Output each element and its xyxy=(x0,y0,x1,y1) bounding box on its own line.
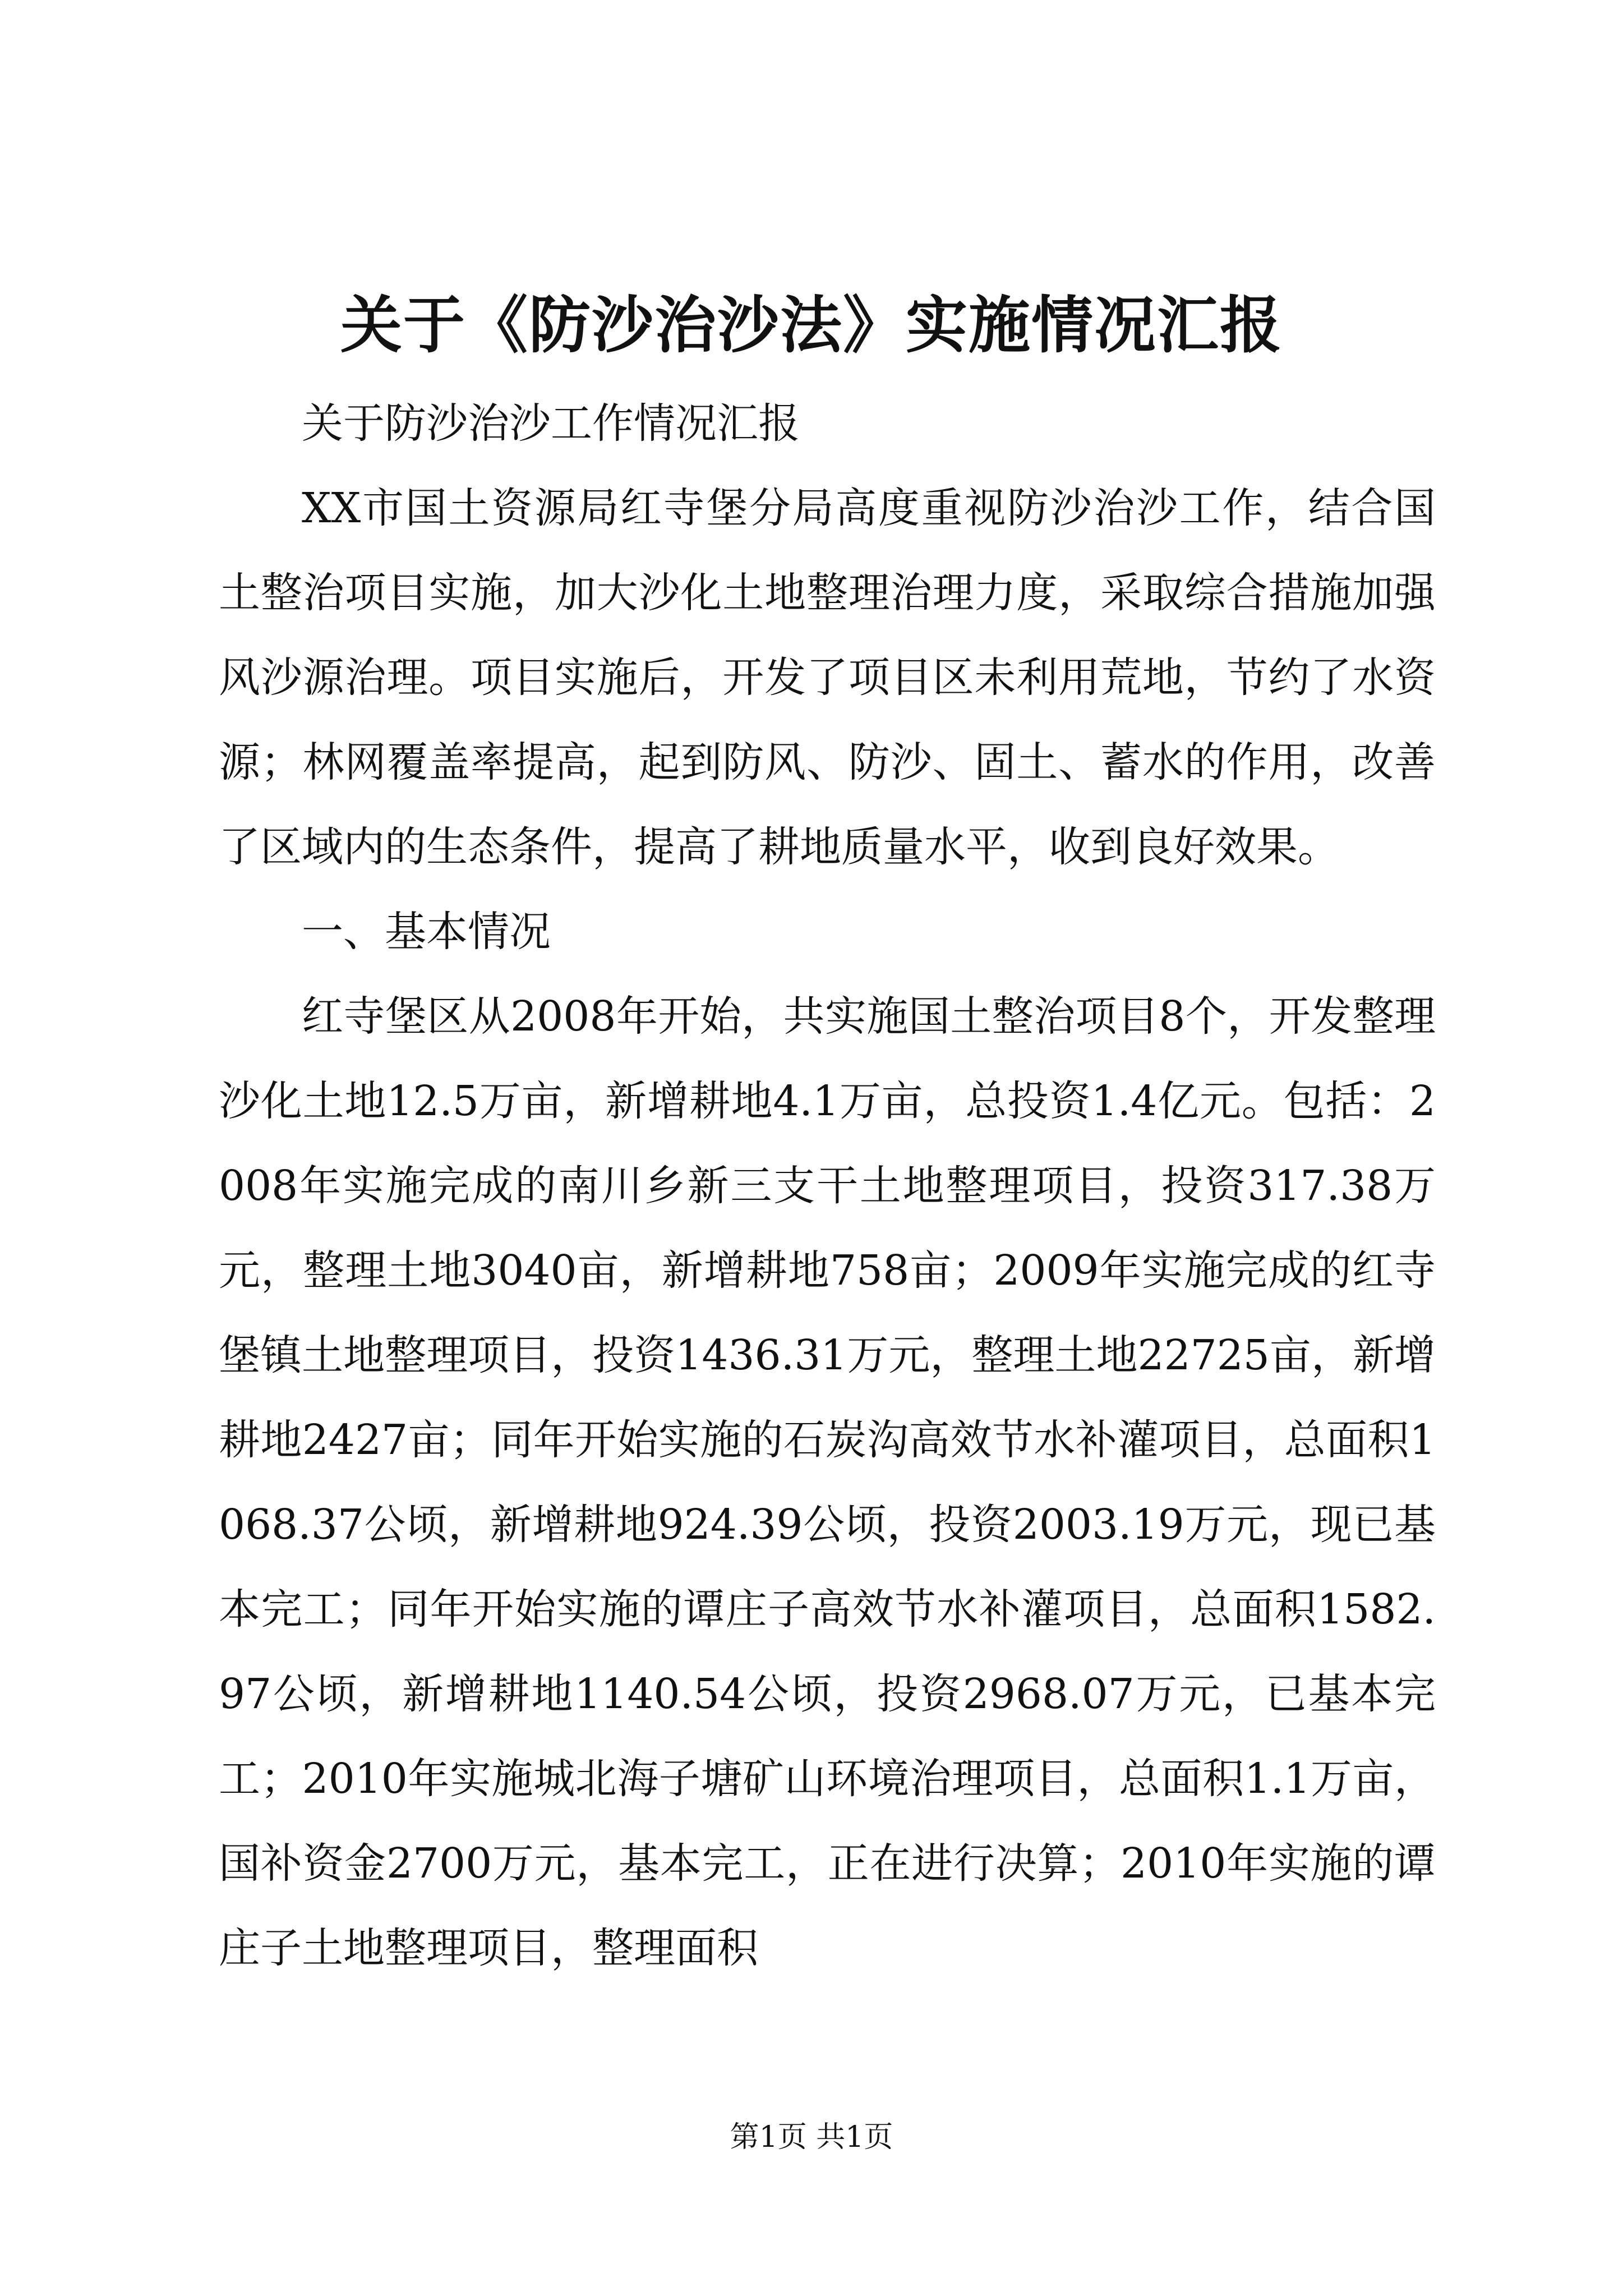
section-heading: 一、基本情况 xyxy=(302,908,551,956)
document-body xyxy=(219,381,1436,1991)
intro-paragraph: XX市国土资源局红寺堡分局高度重视防沙治沙工作，结合国土整治项目实施，加大沙化土地整理治理力度，采取综合措施加强风沙源治理。项目实施后，开发了项目区未利用荒地，节约了水资源；林网覆盖率提高，起到防风、防沙、固土、蓄水的作用，改善了区域内的生态条件，提高了耕地质量水平，收到良好效果。 xyxy=(219,484,1436,871)
page-number: 第1页 共1页 xyxy=(730,2120,893,2154)
document-title: 关于《防沙治沙法》实施情况汇报 xyxy=(340,289,1283,361)
detail-paragraph: 红寺堡区从2008年开始，共实施国土整治项目8个，开发整理沙化土地12.5万亩，新增耕地4.1万亩，总投资1.4亿元。包括：2008年实施完成的南川乡新三支干土地整理项目，投资317.38万元，整理土地3040亩，新增耕地758亩；2009年实施完成的红寺堡镇土地整理项目，投资1436.31万元，整理土地22725亩，新增耕地2427亩；同年开始实施的石炭沟高效节水补灌项目，总面积1068.37公顷，新增耕地924.39公顷，投资2003.19万元，现已基本完工；同年开始实施的谭庄子高效节水补灌项目，总面积1582.97公顷，新增耕地1140.54公顷，投资2968.07万元，已基本完工；2010年实施城北海子塘矿山环境治理项目，总面积1.1万亩，国补资金2700万元，基本完工，正在进行决算；2010年实施的谭庄子土地整理项目，整理面积 xyxy=(219,992,1436,1972)
subtitle-paragraph: 关于防沙治沙工作情况汇报 xyxy=(302,399,800,448)
